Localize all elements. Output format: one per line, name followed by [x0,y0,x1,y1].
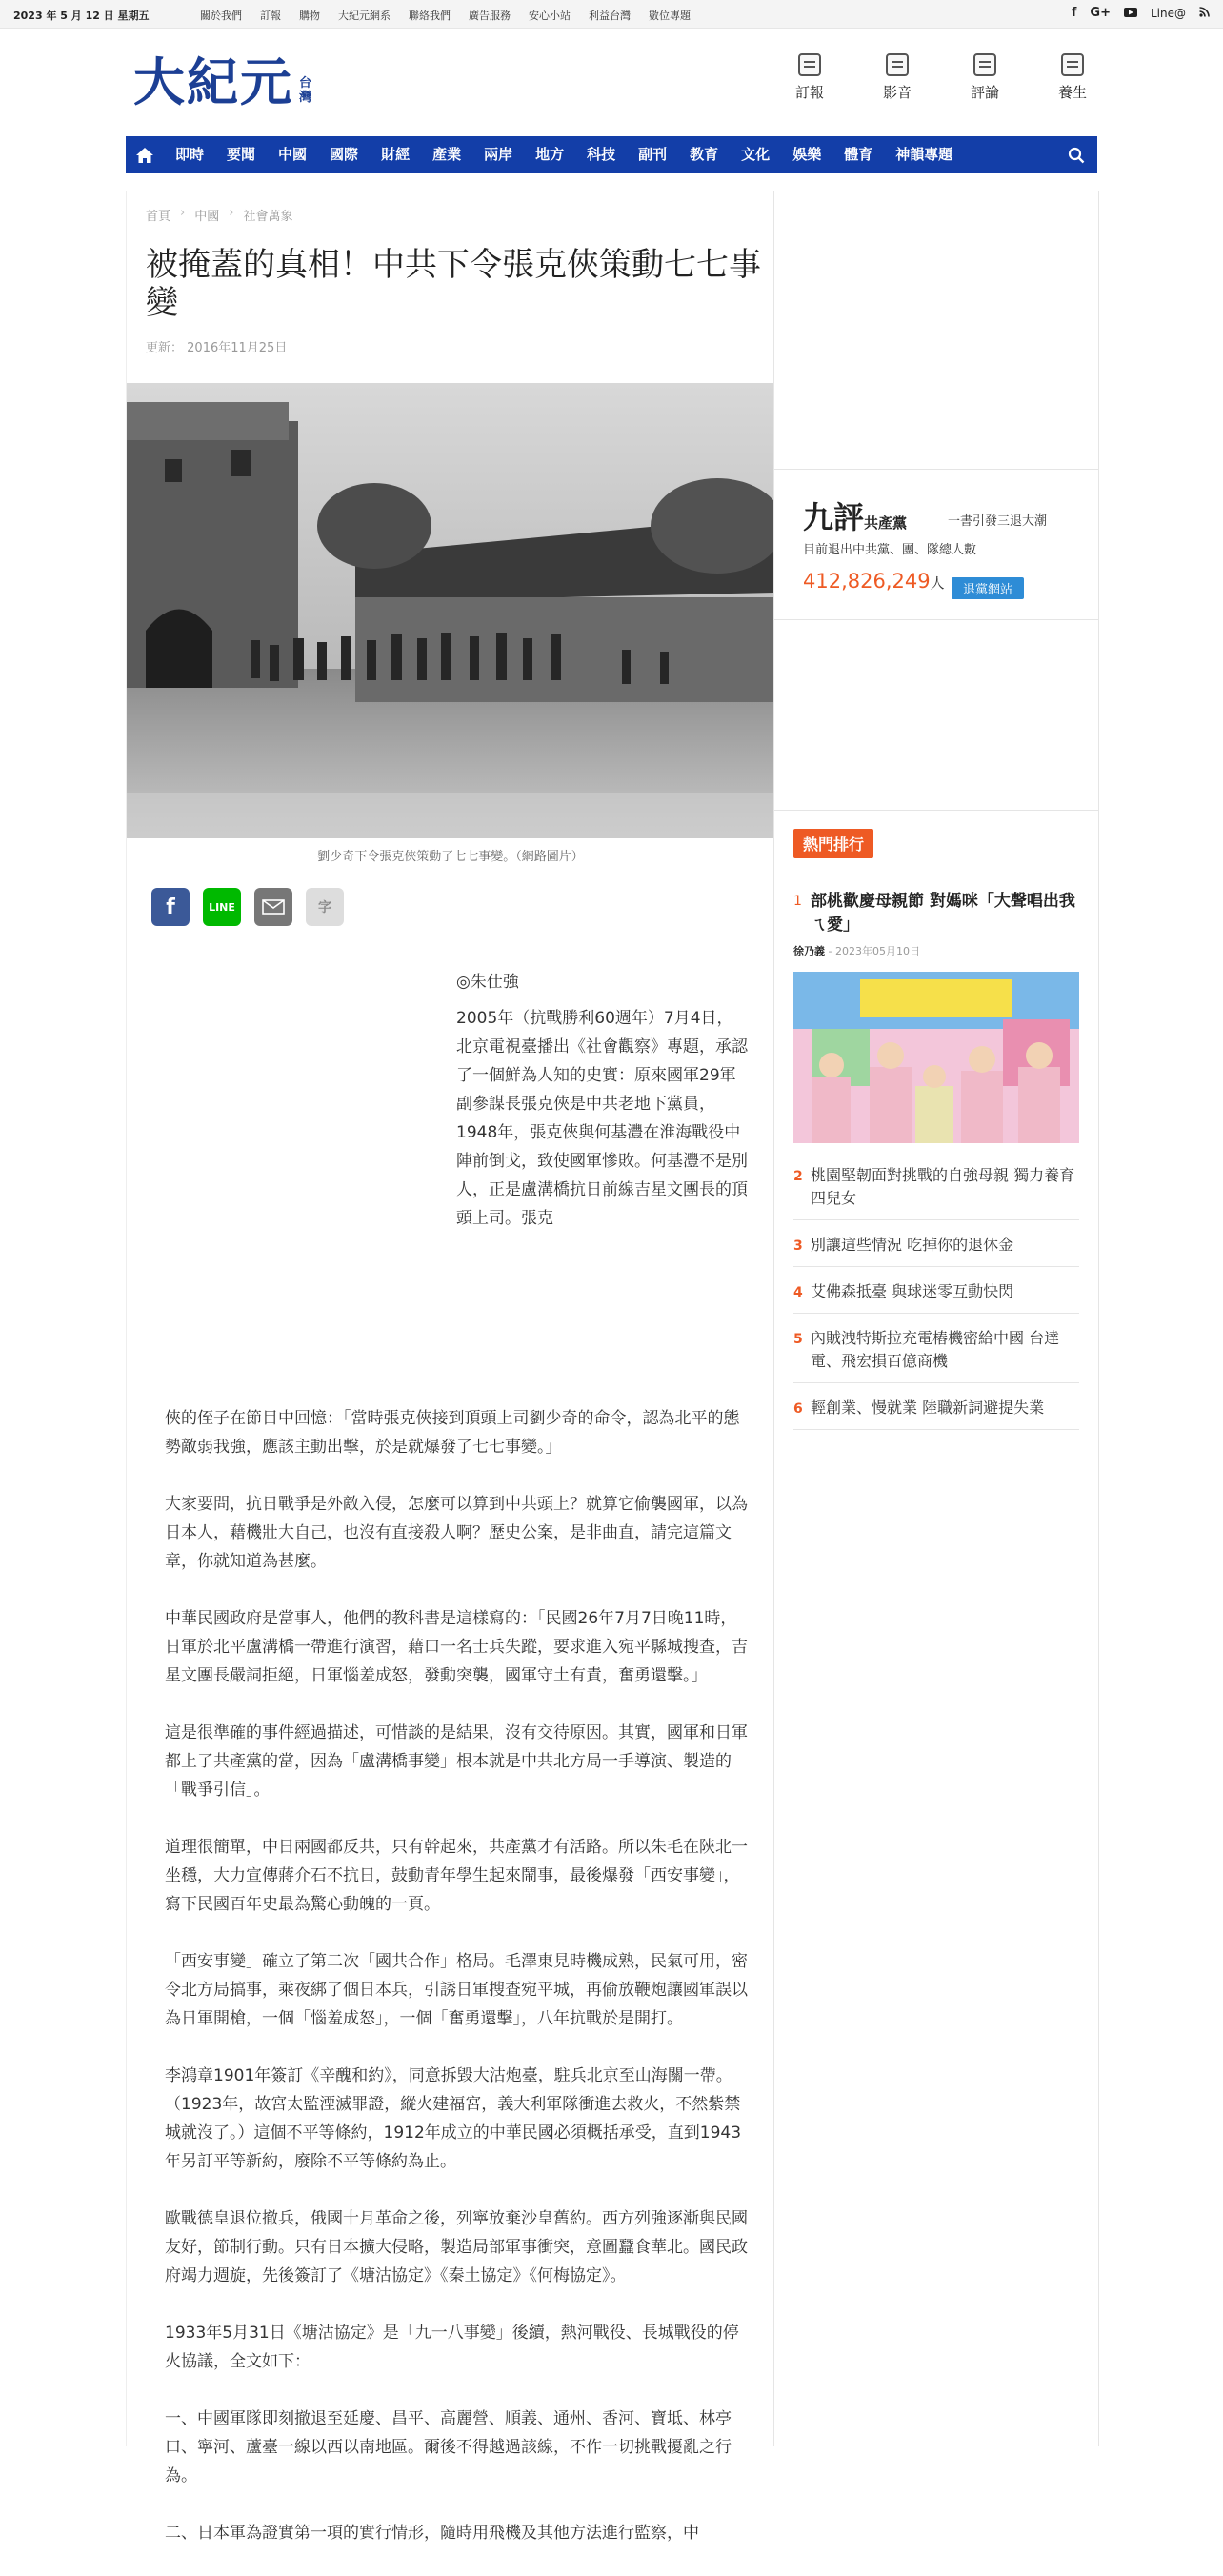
article-paragraph: 中華民國政府是當事人，他們的教科書是這樣寫的：「民國26年7月7日晚11時，日軍於北平盧溝橋一帶進行演習，藉口一名士兵失蹤，要求進入宛平縣城搜查，吉星文團長嚴詞拒絕，日軍惱羞成怒，發動突襲，國軍守土有責，奮勇還擊。」 [165,1609,748,1685]
hot-ranking-label: 熱門排行 [793,829,873,858]
rss-icon[interactable] [1199,7,1210,20]
hot-item-photo[interactable] [793,972,1079,1143]
breadcrumb [146,206,292,224]
nav-item-international[interactable]: 國際 [330,146,359,163]
breadcrumb-society[interactable]: 社會萬象 [243,210,293,224]
breadcrumb-separator: › [180,206,186,220]
site-logo[interactable] [133,51,312,112]
nav-item-entertainment[interactable]: 娛樂 [792,146,822,163]
line-link[interactable]: Line@ [1150,6,1186,20]
hot-item-title[interactable]: 輕創業、慢就業 陸職新詞避提失業 [811,1399,1045,1417]
quit-party-site-button[interactable]: 退黨網站 [952,577,1024,599]
hot-item-meta-separator: - [828,945,835,957]
top-link-taiwan[interactable]: 利益台灣 [589,10,631,22]
hot-ranking-list [793,1164,1079,1443]
hot-item-title[interactable]: 內賊洩特斯拉充電樁機密給中國 台達電、飛宏損百億商機 [811,1329,1060,1370]
nav-item-education[interactable]: 教育 [690,146,719,163]
article-column [126,191,774,2543]
hot-item-title[interactable]: 艾佛森抵臺 與球迷零互動快閃 [811,1282,1014,1300]
article-paragraph: 「西安事變」確立了第二次「國共合作」格局。毛澤東見時機成熟，民氣可用，密令北方局搞事，乘夜綁了個日本兵，引誘日軍搜查宛平城，再偷放鞭炮讓國軍誤以為日軍開槍，一個「惱羞成怒」，一個「奮勇還擊」，八年抗戰於是開打。 [165,1952,748,2028]
health-icon [1061,53,1084,76]
comment-icon [973,53,996,76]
video-icon [886,53,909,76]
nav-item-cross-strait[interactable]: 兩岸 [484,146,513,163]
sidebar-divider [774,619,1098,620]
hot-item-meta [793,943,920,958]
list-item[interactable] [793,1397,1079,1430]
article-lead: 2005年（抗戰勝利60週年）7月4日，北京電視臺播出《社會觀察》專題，承認了一個鮮為人知的史實：原來國軍29軍副參謀長張克俠是中共老地下黨員，1948年，張克俠與何基灃在淮海戰役中陣前倒戈，致使國軍慘敗。何基灃不是別人，正是盧溝橋抗日前線吉星文團長的頂頭上司。張克 [456,1009,748,1228]
hot-item-rank: 2 [793,1169,803,1184]
newspaper-icon [798,53,821,76]
top-link-ads[interactable]: 廣告服務 [469,10,511,22]
hot-item-author[interactable]: 徐乃義 [793,945,825,957]
nav-item-headlines[interactable]: 要聞 [227,146,256,163]
list-item[interactable] [793,1280,1079,1314]
article-paragraph: 這是很準確的事件經過描述，可惜談的是結果，沒有交待原因。其實，國軍和日軍都上了共產黨的當，因為「盧溝橋事變」根本就是中共北方局一手導演、製造的「戰爭引信」。 [165,1723,748,1800]
shortcut-opinion[interactable] [960,53,1010,102]
header-shortcuts [785,53,1097,102]
quit-count [803,570,945,593]
shortcut-label: 影音 [882,84,912,101]
hot-item-rank: 6 [793,1401,803,1417]
list-item[interactable] [793,1234,1079,1267]
social-links [1072,6,1210,20]
search-icon[interactable] [1055,136,1097,173]
shortcut-health[interactable] [1048,53,1097,102]
breadcrumb-separator: › [229,206,234,220]
nine-commentaries-logo-sub: 共產黨 [864,514,908,532]
article-paragraph: 二、日本軍為證實第一項的實行情形，隨時用飛機及其他方法進行監察，中 [165,2524,699,2543]
top-link-about[interactable]: 關於我們 [200,10,242,22]
hot-item-title[interactable]: 部桃歡慶母親節 對媽咪「大聲唱出我ㄟ愛」 [811,892,1075,935]
list-item[interactable] [793,1164,1079,1220]
site-header [126,48,1097,124]
list-item[interactable] [793,1327,1079,1383]
nav-item-sports[interactable]: 體育 [844,146,873,163]
nav-item-shen-yun[interactable]: 神韻專題 [895,146,953,163]
sidebar-divider [774,469,1098,470]
facebook-share-button[interactable]: f [151,888,190,926]
shortcut-subscribe[interactable] [785,53,834,102]
photo-caption: 劉少奇下令張克俠策動了七七事變。（網路圖片） [317,850,584,864]
hot-item-rank: 1 [793,894,802,909]
top-link-subscribe[interactable]: 訂報 [260,10,281,22]
hot-item-rank: 3 [793,1238,803,1254]
nine-commentaries-slogan: 一書引發三退大潮 [948,514,1048,529]
article-paragraph: 李鴻章1901年簽訂《辛醜和約》，同意拆毀大沽炮臺，駐兵北京至山海關一帶。（1923年，故宮太監湮滅罪證，縱火建福宮，義大利軍隊衝進去救火，不然紫禁城就沒了。）這個不平等條約，1912年成立的中華民國必須概括承受，直到1943年另訂平等新約，廢除不平等條約為止。 [165,2066,742,2171]
font-size-button[interactable]: 字 [306,888,344,926]
shortcut-label: 養生 [1057,84,1087,101]
hot-item-title[interactable]: 別讓這些情況 吃掉你的退休金 [811,1236,1014,1254]
nine-commentaries-logo-text: 九評 [803,499,865,535]
hot-item-rank: 4 [793,1285,803,1300]
article-paragraph: 一、中國軍隊即刻撤退至延慶、昌平、高麗營、順義、通州、香河、寶坻、林亭口、寧河、蘆臺一線以西以南地區。爾後不得越過該線，不作一切挑戰擾亂之行為。 [165,2409,732,2485]
home-icon[interactable] [126,136,164,173]
quit-count-unit: 人 [930,574,945,592]
article-body [165,1404,748,2576]
updated-date: 2016年11月25日 [187,341,288,355]
top-links [200,8,709,23]
youtube-icon[interactable] [1124,7,1137,20]
nav-item-instant[interactable]: 即時 [175,146,205,163]
nav-item-china[interactable]: 中國 [278,146,308,163]
article-author: ◎朱仕強 [456,973,519,992]
email-share-button[interactable] [254,888,292,926]
top-link-safe[interactable]: 安心小站 [529,10,571,22]
shortcut-video[interactable] [872,53,922,102]
sidebar-divider [774,810,1098,811]
article-paragraph: 歐戰德皇退位撤兵，俄國十月革命之後，列寧放棄沙皇舊約。西方列強逐漸與民國友好，節制行動。只有日本擴大侵略，製造局部軍事衝突，意圖蠶食華北。國民政府竭力週旋，先後簽訂了《塘沽協定》《秦土協定》《何梅協定》。 [165,2209,748,2285]
nav-item-finance[interactable]: 財經 [381,146,411,163]
article-paragraph: 1933年5月31日《塘沽協定》是「九一八事變」後續，熱河戰役、長城戰役的停火協議，全文如下： [165,2324,739,2371]
hot-item-rank: 5 [793,1332,803,1347]
article-title: 被掩蓋的真相！中共下令張克俠策動七七事變 [146,246,761,322]
nav-item-local[interactable]: 地方 [535,146,565,163]
facebook-icon[interactable]: f [1071,6,1077,20]
breadcrumb-home[interactable]: 首頁 [146,210,171,224]
article-paragraph: 俠的侄子在節目中回憶：「當時張克俠接到頂頭上司劉少奇的命令，認為北平的態勢敵弱我強，應該主動出擊，於是就爆發了七七事變。」 [165,1409,740,1457]
current-date: 2023 年 5 月 12 日 星期五 [13,10,150,22]
top-utility-bar [0,0,1223,29]
article-photo [127,383,774,838]
top-link-shop[interactable]: 購物 [299,10,320,22]
nine-commentaries-logo [803,499,907,535]
nav-item-tech[interactable]: 科技 [587,146,616,163]
hot-item-date: 2023年05月10日 [834,945,920,957]
hot-item-title[interactable]: 桃園堅韌面對挑戰的自強母親 獨力養育四兒女 [811,1166,1075,1207]
logo-main-text: 大紀元 [133,51,293,112]
shortcut-label: 訂報 [794,84,824,101]
mail-icon [262,899,285,915]
main-nav [126,136,1097,173]
nav-item-supplement[interactable]: 副刊 [638,146,668,163]
line-share-button[interactable]: LINE [203,888,241,926]
updated-label: 更新： [146,341,184,355]
top-link-digital[interactable]: 數位專題 [649,10,691,22]
article-updated [146,337,287,355]
article-paragraph: 道理很簡單，中日兩國都反共，只有幹起來，共產黨才有活路。所以朱毛在陝北一坐穩，大力宣傳蔣介石不抗日，鼓動青年學生起來鬧事，最後爆發「西安事變」，寫下民國百年史最為驚心動魄的一頁。 [165,1838,748,1914]
nav-item-culture[interactable]: 文化 [741,146,771,163]
google-plus-icon[interactable]: G+ [1090,6,1111,20]
article-paragraph: 大家要問，抗日戰爭是外敵入侵，怎麼可以算到中共頭上？就算它偷襲國軍，以為日本人，藉機壯大自己，也沒有直接殺人啊？歷史公案，是非曲直，請完這篇文章，你就知道為甚麼。 [165,1495,748,1571]
share-buttons [151,888,344,926]
quit-count-description: 目前退出中共黨、團、隊總人數 [803,543,977,557]
top-link-network[interactable]: 大紀元網系 [338,10,391,22]
breadcrumb-china[interactable]: 中國 [194,210,220,224]
nav-item-industry[interactable]: 產業 [432,146,462,163]
shortcut-label: 評論 [970,84,999,101]
nine-commentaries-widget[interactable] [803,493,1079,597]
top-link-contact[interactable]: 聯絡我們 [409,10,451,22]
logo-region-text: 台灣 [299,76,312,105]
quit-count-number: 412,826,249 [803,570,931,593]
sidebar [773,191,1099,2446]
